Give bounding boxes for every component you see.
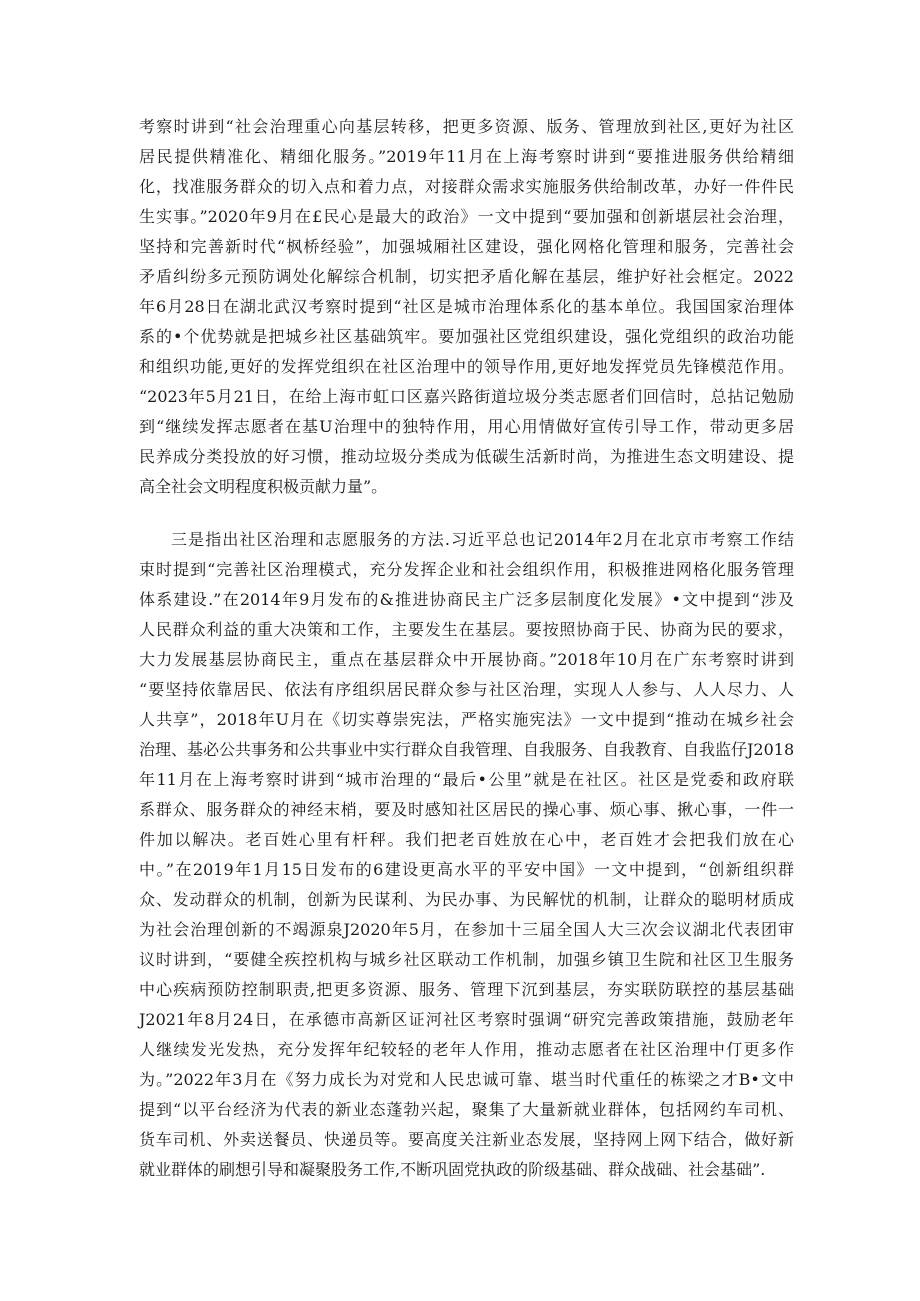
text-line: 坚持和完善新时代“枫桥经验”，加强城厢社区建设，强化网格化管理和服务，完善社会 (139, 237, 794, 256)
text-line: 货车司机、外卖送餐员、快递员等。要高度关注新业态发展，坚持网上网下结合，做好新 (139, 1130, 794, 1149)
text-line: 为。”2022年3月在《努力成长为对党和人民忠诚可靠、堪当时代重任的栋梁之才B•文中 (139, 1070, 794, 1089)
text-line: 高全社会文明程度积极贡献力量”。 (139, 477, 388, 496)
text-line: “要坚持依靠居民、依法有序组织居民群众参与社区治理，实现人人参与、人人尽力、人 (139, 680, 794, 699)
text-line: 提到“以平台经济为代表的新业态蓬勃兴起，聚集了大量新就业群体，包括网约车司机、 (139, 1100, 794, 1119)
text-line: 人共享”，2018年U月在《切实尊崇宪法，严格实施宪法》一文中提到“推动在城乡社会 (139, 710, 794, 729)
text-line: 年11月在上海考察时讲到“城市治理的“最后•公里”就是在社区。社区是党委和政府联 (139, 770, 794, 789)
text-line: 和组织功能,更好的发挥党组织在社区治理中的领导作用,更好地发挥党员先锋模范作用。 (139, 357, 794, 376)
text-line: 化，找准服务群众的切入点和着力点，对接群众需求实施服务供给制改革，办好一件件民 (139, 177, 794, 196)
text-line: 中。”在2019年1月15日发布的6建设更高水平的平安中国》一文中提到，“创新组织群 (139, 860, 794, 879)
text-line: 三是指出社区治理和志愿服务的方法.习近平总也记2014年2月在北京市考察工作结 (171, 530, 794, 549)
text-line: 年6月28日在湖北武汉考察时提到“社区是城市治理体系化的基本单位。我国国家治理体 (139, 297, 794, 316)
text-line: 中心疾病预防控制职责,把更多资源、服务、管理下沉到基层，夯实联防联控的基层基础 (139, 980, 794, 999)
text-line: 考察时讲到“社会治理重心向基层转移，把更多资源、版务、管理放到社区,更好为社区 (139, 117, 794, 136)
text-line: 系的•个优势就是把城乡社区基础筑牢。要加强社区党组织建设，强化党组织的政治功能 (139, 327, 794, 346)
text-line: 治理、基必公共事务和公共事业中实行群众自我管理、自我服务、自我教育、自我监仔J2018 (139, 740, 795, 759)
text-line: 众、发动群众的机制，创新为民谋利、为民办事、为民解忧的机制，让群众的聪明材质成 (139, 890, 794, 909)
text-line: 民养成分类投放的好习惯，推动垃圾分类成为低碳生活新时尚，为推进生态文明建设、提 (139, 447, 794, 466)
text-line: 件加以解决。老百姓心里有杆秤。我们把老百姓放在心中，老百姓才会把我们放在心 (139, 830, 794, 849)
text-line: J2021年8月24日，在承德市高新区证河社区考察时强调“研究完善政策措施，鼓励老年 (139, 1010, 794, 1029)
text-line: 大力发展基层协商民主，重点在基层群众中开展协商。”2018年10月在广东考察时讲到 (139, 650, 794, 669)
text-line: “2023年5月21日，在给上海市虹口区嘉兴路街道垃圾分类志愿者们回信时，总拈记勉励 (139, 387, 794, 406)
text-line: 居民提供精准化、精细化服务。”2019年11月在上海考察时讲到“要推进服务供给精细 (139, 147, 794, 166)
text-line: 议时讲到，“要健全疾控机构与城乡社区联动工作机制，加强乡镇卫生院和社区卫生服务 (139, 950, 794, 969)
text-line: 到“继续发挥志愿者在基U治理中的独特作用，用心用情做好宣传引导工作，带动更多居 (139, 417, 794, 436)
text-line: 就业群体的刷想引导和凝聚股务工作,不断巩固党执政的阶级基础、群众战础、社会基础”. (139, 1160, 766, 1179)
text-line: 系群众、服务群众的神经末梢，要及时感知社区居民的操心事、烦心事、揪心事，一件一 (139, 800, 794, 819)
text-line: 人继续发光发热，充分发挥年纪较轻的老年人作用，推动志愿者在社区治理中仃更多作 (139, 1040, 794, 1059)
text-line: 束时提到“完善社区治理模式，充分发挥企业和社会组织作用，积极推进网格化服务管理 (139, 560, 794, 579)
text-line: 人民群众利益的重大决策和工作，主要发生在基层。要按照协商于民、协商为民的要求， (139, 620, 794, 639)
text-line: 为社会治理创新的不竭源泉J2020年5月，在参加十三届全国人大三次会议湖北代表团审 (139, 920, 794, 939)
paragraph-1 (139, 112, 794, 502)
text-line: 矛盾纠纷多元预防调处化解综合机制，切实把矛盾化解在基层，维护好社会框定。2022 (139, 267, 794, 286)
paragraph-2 (139, 525, 794, 1185)
text-line: 体系建设.”在2014年9月发布的&推进协商民主广泛多层制度化发展》•文中提到“涉及 (139, 590, 794, 609)
text-line: 生实事。”2020年9月在£民心是最大的政治》一文中提到“要加强和创新堪层社会治理， (139, 207, 794, 226)
